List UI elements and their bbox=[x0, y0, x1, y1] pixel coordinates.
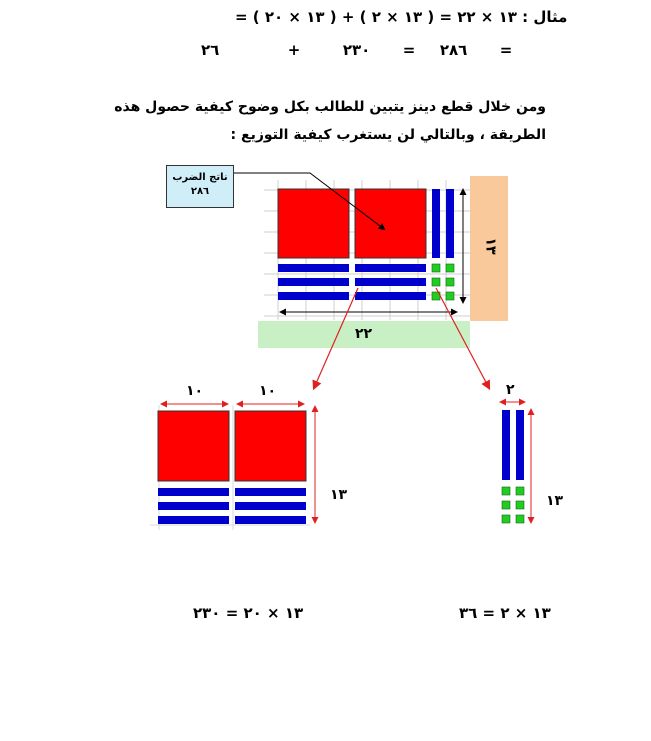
flat-hundred-1 bbox=[278, 189, 349, 258]
product-callout bbox=[166, 165, 234, 208]
example-label: مثال : bbox=[522, 8, 568, 26]
split-unit-cubes bbox=[502, 487, 524, 523]
right-product-equation bbox=[459, 604, 551, 622]
callout-value: ٢٨٦ bbox=[190, 186, 210, 197]
result-total: ٢٨٦ bbox=[439, 41, 468, 59]
flat-hundred-2 bbox=[355, 189, 426, 258]
width-label: ٢٢ bbox=[355, 326, 373, 342]
result-equals-1: = bbox=[402, 41, 416, 59]
split-width-label-2: ١٠ bbox=[259, 383, 277, 399]
split-height-label-left: ١٣ bbox=[330, 487, 348, 503]
paragraph-line-2: الطريقة ، وبالتالي لن يستغرب كيفية التوزيع : bbox=[230, 127, 546, 143]
paragraph-line-1: ومن خلال قطع دينز يتبين للطالب بكل وضوح كيفية حصول هذه bbox=[114, 99, 546, 115]
left-product-equation bbox=[193, 604, 303, 622]
height-label: ١٣ bbox=[482, 237, 499, 255]
split-rods-vertical bbox=[502, 410, 524, 480]
split-flat-2 bbox=[235, 411, 306, 481]
split-rods-horizontal bbox=[158, 488, 306, 524]
rods-vertical bbox=[432, 189, 454, 258]
split-width-label-1: ١٠ bbox=[186, 383, 204, 399]
split-flat-1 bbox=[158, 411, 229, 481]
split-height-label-right: ١٣ bbox=[546, 493, 564, 509]
left-product-text: ١٣ × ٢٠ = ٢٣٠ bbox=[193, 604, 304, 622]
callout-title: ناتج الضرب bbox=[172, 172, 228, 183]
right-product-text: ١٣ × ٢ = ٣٦ bbox=[459, 604, 551, 622]
example-equation: ١٣ × ٢٢ = ( ١٣ × ٢ ) + ( ١٣ × ٢٠ ) = bbox=[235, 8, 517, 26]
result-plus: + bbox=[287, 41, 301, 59]
result-part-a: ٢٣٠ bbox=[342, 41, 371, 59]
split-width-label-right: ٢ bbox=[506, 382, 515, 398]
result-equals-2: = bbox=[499, 41, 513, 59]
result-part-b: ٢٦ bbox=[201, 41, 220, 59]
